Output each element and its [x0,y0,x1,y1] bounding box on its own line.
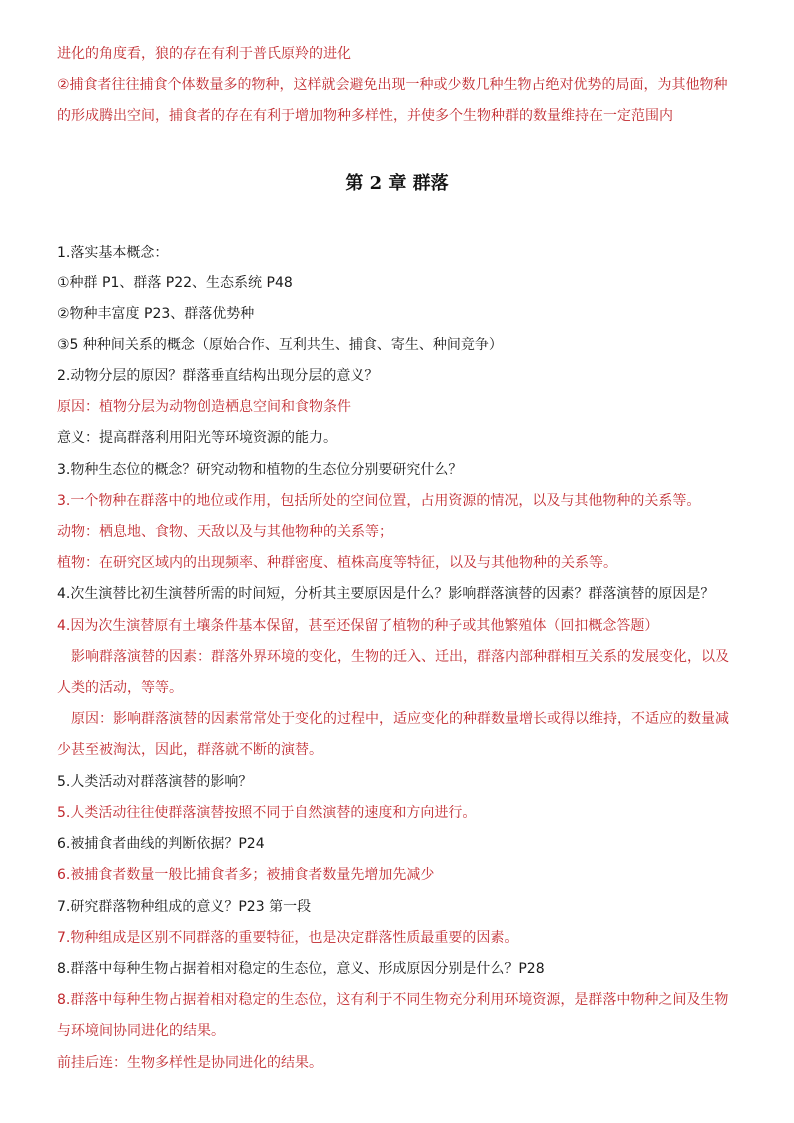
answer-5: 5.人类活动往往使群落演替按照不同于自然演替的速度和方向进行。 [57,805,477,821]
answer-3-plant: 植物：在研究区域内的出现频率、种群密度、植株高度等特征，以及与其他物种的关系等。 [57,555,617,571]
question-4: 4.次生演替比初生演替所需的时间短，分析其主要原因是什么？影响群落演替的因素？群落演替的原因是？ [57,586,715,602]
question-8: 8.群落中每种生物占据着相对稳定的生态位，意义、形成原因分别是什么？P28 [57,961,545,977]
answer-8-link: 前挂后连：生物多样性是协同进化的结果。 [57,1055,323,1071]
answer-4-cause: 原因：影响群落演替的因素常常处于变化的过程中，适应变化的种群数量增长或得以维持，不适应的数量减少甚至被淘汰，因此，群落就不断的演替。 [57,711,729,758]
answer-8: 8.群落中每种生物占据着相对稳定的生态位，这有利于不同生物充分利用环境资源，是群落中物种之间及生物与环境间协同进化的结果。 [57,992,729,1039]
answer-6: 6.被捕食者数量一般比捕食者多；被捕食者数量先增加先减少 [57,867,435,883]
answer-2-reason: 原因：植物分层为动物创造栖息空间和食物条件 [57,399,351,415]
question-2: 2.动物分层的原因？群落垂直结构出现分层的意义？ [57,368,379,384]
answer-4-factors: 影响群落演替的因素：群落外界环境的变化，生物的迁入、迁出，群落内部种群相互关系的发展变化，以及人类的活动，等等。 [57,649,729,696]
question-6: 6.被捕食者曲线的判断依据？P24 [57,836,265,852]
continuation-line: 进化的角度看，狼的存在有利于普氏原羚的进化 [57,46,351,62]
question-3: 3.物种生态位的概念？研究动物和植物的生态位分别要研究什么？ [57,462,463,478]
question-5: 5.人类活动对群落演替的影响？ [57,774,253,790]
answer-2-meaning: 意义：提高群落利用阳光等环境资源的能力。 [57,430,337,446]
answer-3: 3.一个物种在群落中的地位或作用，包括所处的空间位置，占用资源的情况，以及与其他物种的关系等。 [57,493,701,509]
predator-diversity-paragraph: ②捕食者往往捕食个体数量多的物种，这样就会避免出现一种或少数几种生物占绝对优势的局面，为其他物种的形成腾出空间，捕食者的存在有利于增加物种多样性，并使多个生物种群的数量维持在一定范围内 [57,77,728,124]
question-7: 7.研究群落物种组成的意义？P23 第一段 [57,899,312,915]
question-1-item-b: ②物种丰富度 P23、群落优势种 [57,306,255,322]
chapter-title: 第 2 章 群落 [345,173,449,194]
answer-4: 4.因为次生演替原有土壤条件基本保留，甚至还保留了植物的种子或其他繁殖体（回扣概念答题） [57,618,659,634]
question-1-item-c: ③5 种种间关系的概念（原始合作、互利共生、捕食、寄生、种间竞争） [57,337,503,353]
answer-3-animal: 动物：栖息地、食物、天敌以及与其他物种的关系等； [57,524,393,540]
answer-7: 7.物种组成是区别不同群落的重要特征，也是决定群落性质最重要的因素。 [57,930,519,946]
question-1: 1.落实基本概念： [57,245,169,261]
question-1-item-a: ①种群 P1、群落 P22、生态系统 P48 [57,275,293,291]
